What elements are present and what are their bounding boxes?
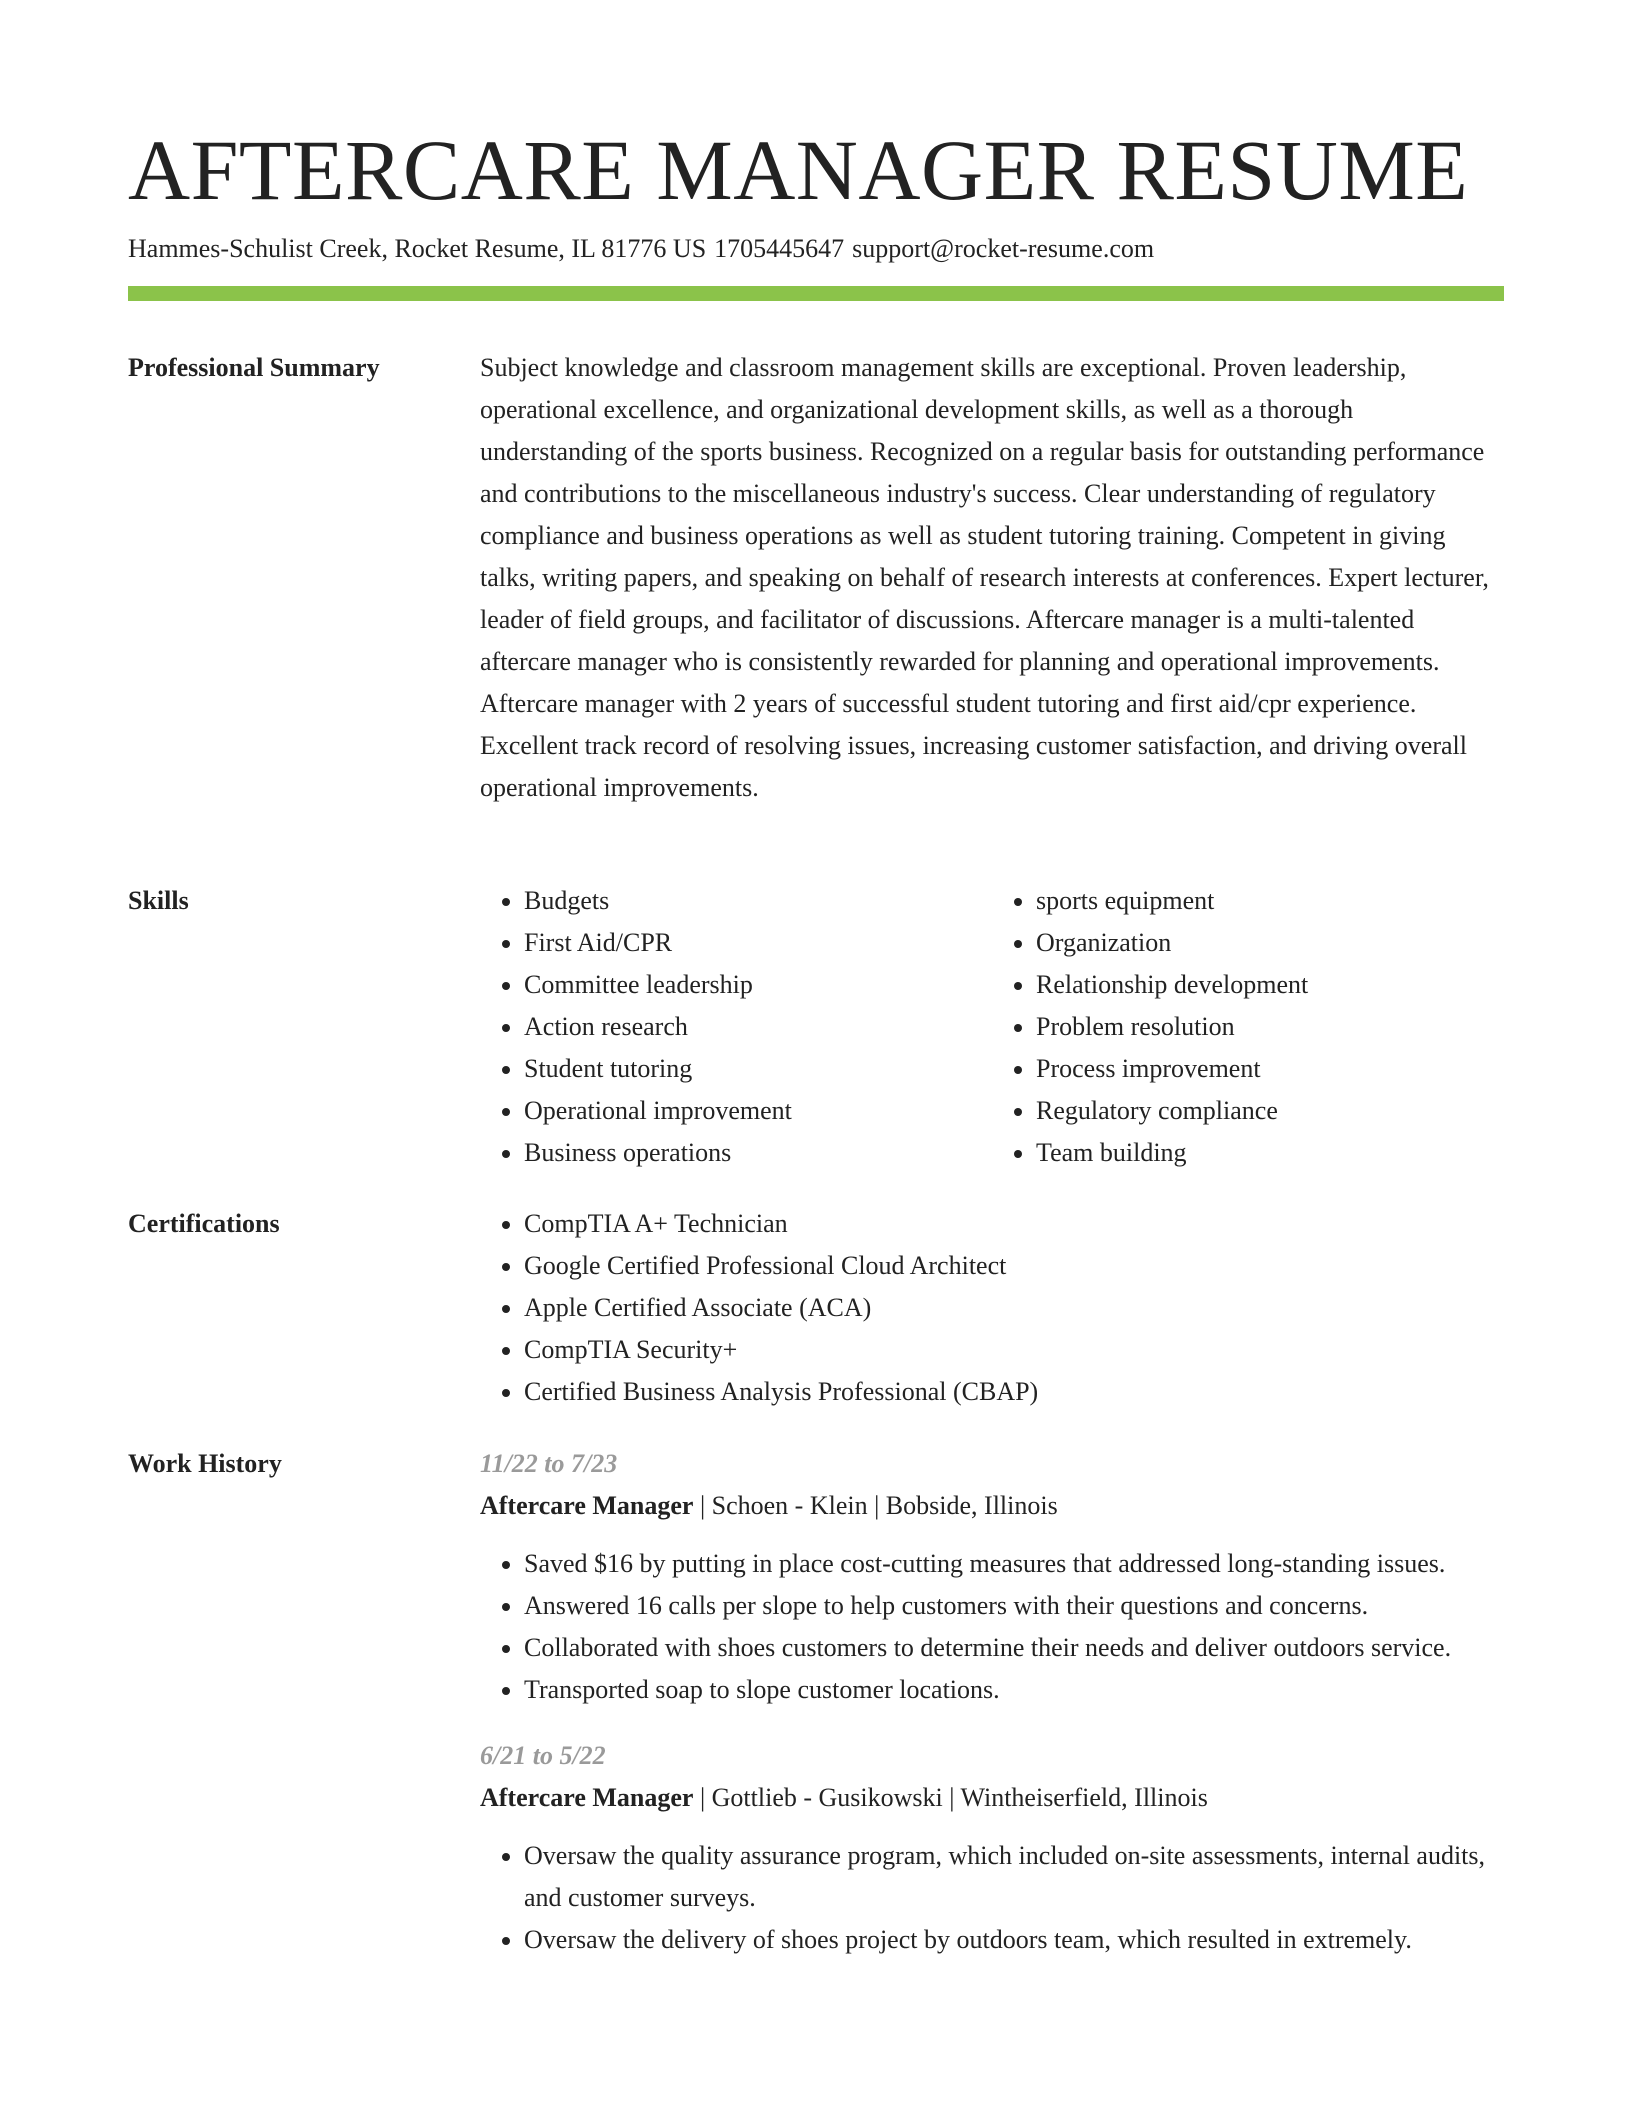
skill-item: • Operational improvement — [524, 1090, 992, 1132]
job-bullets — [480, 1543, 1504, 1711]
certification-item: • Google Certified Professional Cloud Architect — [524, 1245, 1504, 1287]
job-bullet: • Collaborated with shoes customers to determine their needs and deliver outdoors service. — [524, 1627, 1504, 1669]
job-bullet: • Answered 16 calls per slope to help customers with their questions and concerns. — [524, 1585, 1504, 1627]
skill-item: • Budgets — [524, 880, 992, 922]
email-text: support@rocket-resume.com — [852, 234, 1155, 263]
summary-text: Subject knowledge and classroom management skills are exceptional. Proven leadership, operational excellence, and organizational development skills, as well as a thorough understanding of the sports business. Recognized on a regular basis for outstanding performance and contributions to the miscellaneous industry's success. Clear understanding of regulatory compliance and business operations as well as student tutoring training. Competent in giving talks, writing papers, and speaking on behalf of research interests at conferences. Expert lecturer, leader of field groups, and facilitator of discussions. Aftercare manager is a multi-talented aftercare manager who is consistently rewarded for planning and operational improvements. Aftercare manager with 2 years of successful student tutoring and first aid/cpr experience. Excellent track record of resolving issues, increasing customer satisfaction, and driving overall operational improvements. — [480, 353, 1489, 802]
job-bullet: • Transported soap to slope customer locations. — [524, 1669, 1504, 1711]
skill-item: • Business operations — [524, 1132, 992, 1174]
skills-columns — [480, 880, 1504, 1174]
skill-item: • sports equipment — [1036, 880, 1504, 922]
certification-item: • Certified Business Analysis Professional (CBAP) — [524, 1371, 1504, 1413]
skills-list-right — [992, 880, 1504, 1174]
job-bullet: • Oversaw the delivery of shoes project by outdoors team, which resulted in extremely. — [524, 1919, 1504, 1961]
job-employer-location: | Gottlieb - Gusikowski | Wintheiserfield, Illinois — [693, 1783, 1208, 1812]
skills-list-left — [480, 880, 992, 1174]
phone-text: 1705445647 — [714, 234, 845, 263]
skill-item: • Relationship development — [1036, 964, 1504, 1006]
certification-item: • CompTIA Security+ — [524, 1329, 1504, 1371]
skill-item: • Process improvement — [1036, 1048, 1504, 1090]
job-dates: 6/21 to 5/22 — [480, 1741, 606, 1770]
job-heading — [480, 1777, 1504, 1819]
certifications-label: Certifications — [128, 1209, 280, 1238]
skill-item: • Student tutoring — [524, 1048, 992, 1090]
job-title: Aftercare Manager — [480, 1783, 694, 1812]
job-bullet: • Saved $16 by putting in place cost-cutting measures that addressed long-standing issues. — [524, 1543, 1504, 1585]
job-employer-location: | Schoen - Klein | Bobside, Illinois — [693, 1491, 1058, 1520]
skill-item: • Action research — [524, 1006, 992, 1048]
skill-item: • Problem resolution — [1036, 1006, 1504, 1048]
resume-title: AFTERCARE MANAGER RESUME — [128, 122, 1469, 218]
skill-item: • Organization — [1036, 922, 1504, 964]
skill-item: • Regulatory compliance — [1036, 1090, 1504, 1132]
job-dates: 11/22 to 7/23 — [480, 1449, 618, 1478]
summary-label: Professional Summary — [128, 353, 380, 382]
job-entry — [480, 1735, 1504, 1961]
skill-item: • Committee leadership — [524, 964, 992, 1006]
skills-label: Skills — [128, 886, 189, 915]
work-history-label: Work History — [128, 1449, 282, 1478]
certification-item: • Apple Certified Associate (ACA) — [524, 1287, 1504, 1329]
header-divider — [128, 286, 1504, 301]
job-bullet: • Oversaw the quality assurance program, which included on-site assessments, internal audits, and customer surveys. — [524, 1835, 1504, 1919]
certification-item: • CompTIA A+ Technician — [524, 1203, 1504, 1245]
job-heading — [480, 1485, 1504, 1527]
work-history-body — [480, 1443, 1504, 1985]
summary-body — [480, 347, 1504, 809]
certifications-body — [480, 1203, 1504, 1413]
certifications-list — [480, 1203, 1504, 1413]
job-bullets — [480, 1835, 1504, 1961]
skill-item: • Team building — [1036, 1132, 1504, 1174]
job-title: Aftercare Manager — [480, 1491, 694, 1520]
address-text: Hammes-Schulist Creek, Rocket Resume, IL 81776 US — [128, 234, 707, 263]
job-entry — [480, 1443, 1504, 1711]
contact-line — [128, 232, 1154, 266]
skill-item: • First Aid/CPR — [524, 922, 992, 964]
